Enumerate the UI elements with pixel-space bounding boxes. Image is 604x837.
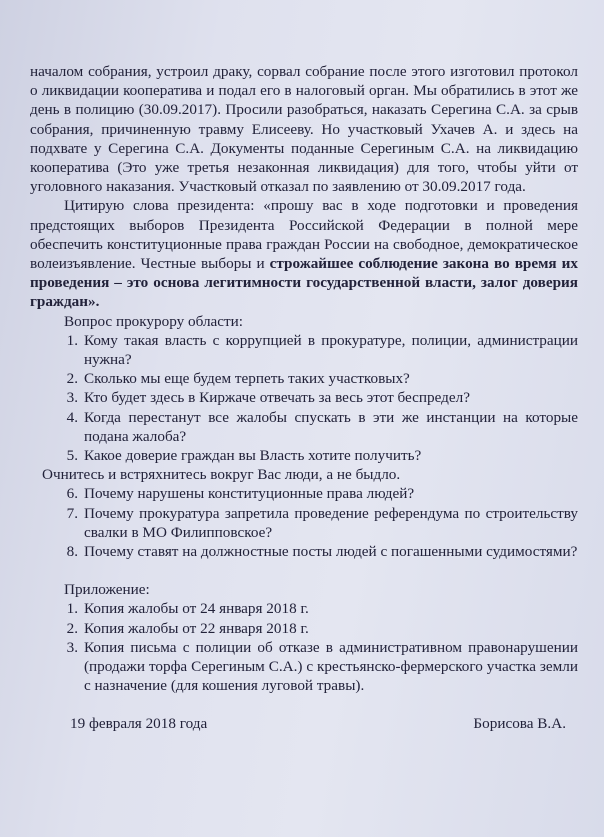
questions-list-2 [30, 484, 578, 561]
list-item-text: Копия письма с полиции об отказе в административном правонарушении (продажи торфа Серегиным С.А.) с крестьянско-фермерского участка земли с назначение (для кошения луговой травы). [84, 638, 578, 695]
questions-list-1 [30, 331, 578, 465]
document-date: 19 февраля 2018 года [70, 714, 208, 732]
annex-item [52, 638, 578, 696]
paragraph-president-quote [30, 196, 578, 311]
annex-list [30, 599, 578, 695]
list-item-text: Копия жалобы от 22 января 2018 г. [84, 619, 309, 637]
list-item-number: 7. [66, 504, 78, 522]
quote-bold-text: строжайшее соблюдение закона во время их проведения – это основа легитимности государственной власти, залог доверия граждан». [30, 255, 578, 311]
list-item-number: 6. [66, 485, 78, 503]
spacer [30, 561, 578, 580]
annex-item [52, 599, 578, 618]
questions-heading: Вопрос прокурору области: [64, 312, 243, 330]
quote-text: Цитирую слова президента: «прошу вас в ходе подготовки и проведения предстоящих выборов Президента Российской Федерации в полной мере обеспечить конституционные права граждан России на свободное, демократическое волеизъявление. Честные выборы и [30, 197, 578, 273]
document-body [30, 62, 578, 733]
list-item-number: 2. [66, 370, 78, 388]
paragraph-complaint: началом собрания, устроил драку, сорвал собрание после этого изготовил протокол о ликвидации кооператива и подал его в налоговый орган. Мы обратились в этот же день в полицию (30.09.2017). Просили разобраться, наказать Серегина С.А. за срыв собрания, причиненную травму Елисееву. Но участковый Ухачев А. и здесь на подхвате у Серегина С.А. Документы поданные Серегиным С.А. на ликвидацию кооператива (Это уже третья незаконная ликвидация) для того, чтобы уйти от уголовного наказания. Участковый отказал по заявлению от 30.09.2017 года. [30, 63, 578, 196]
annex-item [52, 619, 578, 638]
list-item-number: 8. [66, 543, 78, 561]
interlude-text: Очнитесь и встряхнитесь вокруг Вас люди, а не быдло. [42, 466, 401, 484]
list-item-number: 1. [66, 331, 78, 349]
question-item [52, 504, 578, 542]
list-item-text: Почему ставят на должностные посты людей с погашенными судимостями? [84, 543, 578, 561]
list-item-number: 1. [66, 600, 78, 618]
list-item-text: Кому такая власть с коррупцией в прокуратуре, полиции, администрации нужна? [84, 331, 578, 369]
question-item [52, 446, 578, 465]
list-item-text: Почему прокуратура запретила проведение референдума по строительству свалки в МО Филипповское? [84, 504, 578, 541]
list-item-text: Когда перестанут все жалобы спускать в эти же инстанции на которые подана жалоба? [84, 408, 578, 445]
question-item [52, 388, 578, 407]
annex-heading: Приложение: [64, 581, 150, 599]
question-item [52, 542, 578, 561]
question-item [52, 484, 578, 503]
list-item-number: 2. [66, 619, 78, 637]
question-item [52, 408, 578, 446]
list-item-text: Сколько мы еще будем терпеть таких участковых? [84, 370, 410, 388]
question-item [52, 369, 578, 388]
list-item-text: Почему нарушены конституционные права людей? [84, 485, 415, 503]
signature-name: Борисова В.А. [473, 714, 566, 732]
list-item-number: 4. [66, 408, 78, 426]
question-item [52, 331, 578, 369]
list-item-text: Кто будет здесь в Киржаче отвечать за весь этот беспредел? [84, 389, 470, 407]
list-item-number: 3. [66, 389, 78, 407]
list-item-text: Копия жалобы от 24 января 2018 г. [84, 600, 309, 618]
list-item-text: Какое доверие граждан вы Власть хотите получить? [84, 447, 422, 465]
list-item-number: 5. [66, 447, 78, 465]
list-item-number: 3. [66, 638, 78, 656]
signature-line [30, 714, 578, 733]
